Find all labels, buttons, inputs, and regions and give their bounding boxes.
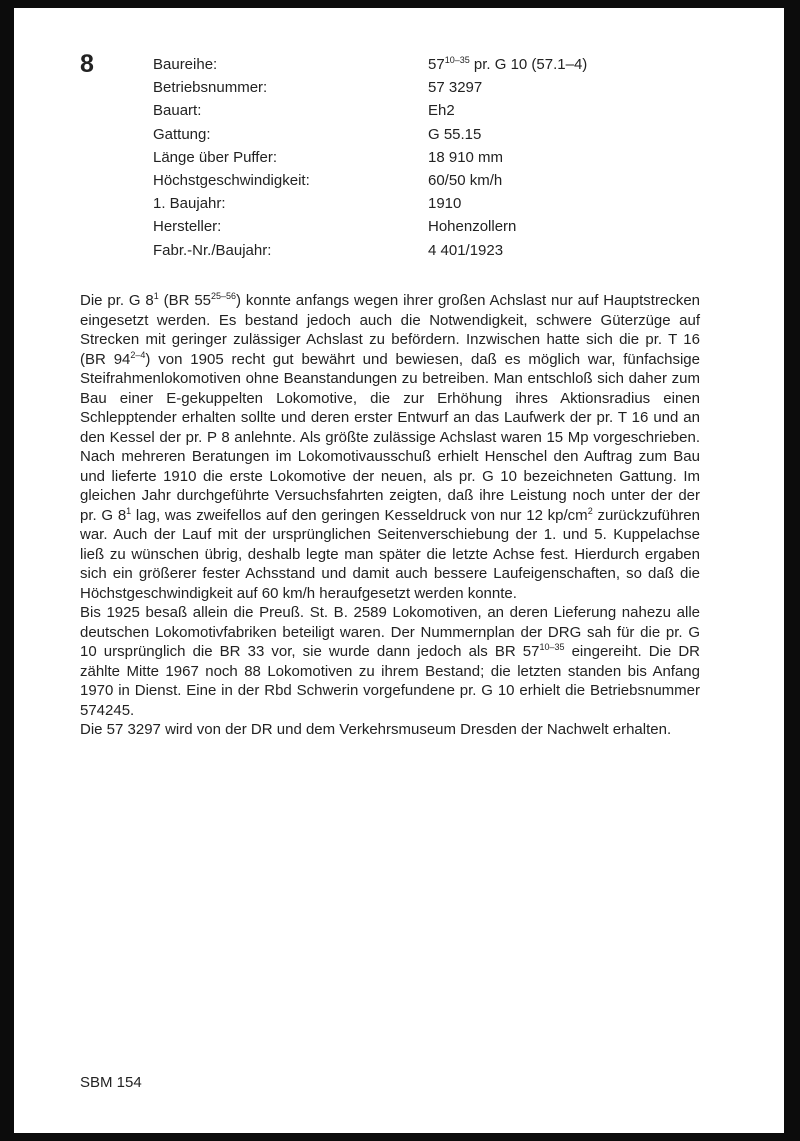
spec-value: Hohenzollern — [428, 218, 517, 236]
spec-value: 57$^{10-35}$ pr. G 10 (57.1–4) — [428, 55, 588, 73]
spec-value: G 55.15 — [428, 125, 482, 143]
spec-label: Baureihe: — [153, 56, 218, 73]
spec-label: Länge über Puffer: — [153, 148, 277, 166]
spec-value: 1910 — [428, 195, 462, 213]
data-card — [14, 8, 784, 1133]
spec-value: 18 910 mm — [428, 148, 504, 166]
series-code: SBM 154 — [80, 1074, 142, 1091]
spec-row-baureihe — [153, 53, 713, 76]
body-text — [80, 291, 700, 740]
spec-table — [153, 53, 713, 262]
spec-value: Eh2 — [428, 102, 455, 120]
spec-row-bauart — [153, 99, 713, 122]
spec-label: Fabr.-Nr./Baujahr: — [153, 241, 272, 259]
spec-label: 1. Baujahr: — [153, 195, 226, 213]
spec-row-gattung — [153, 123, 713, 146]
paragraph-inventory: Bis 1925 besaß allein die Preuß. St. B. 2589 Lokomotiven, an deren Lieferung nahezu alle deutschen Lokomotivfabriken beteiligt waren. Der Nummernplan der DRG sah für die pr. G 10 ursprünglich die BR 33 vor, sie wurde dann jedoch als BR 57$^{10-35}$ eingereiht. Die DR zählte Mitte 1967 noch 88 Lokomotiven zu ihrem Bestand; die letzten standen bis Anfang 1970 in Dienst. Eine in der Rbd Schwerin vorgefundene pr. G 10 erhielt die Betriebsnummer 574245. — [80, 604, 700, 719]
spec-value: 57 3297 — [428, 79, 483, 97]
card-number: 8 — [80, 50, 94, 78]
spec-label: Betriebsnummer: — [153, 79, 268, 97]
spec-row-hersteller — [153, 215, 713, 238]
spec-label: Gattung: — [153, 125, 211, 143]
spec-label: Höchstgeschwindigkeit: — [153, 171, 310, 189]
spec-label: Hersteller: — [153, 218, 222, 236]
spec-value: 60/50 km/h — [428, 171, 503, 189]
spec-row-betriebsnummer — [153, 76, 713, 99]
spec-row-baujahr — [153, 192, 713, 215]
spec-row-laenge — [153, 146, 713, 169]
spec-value: 4 401/1923 — [428, 241, 504, 259]
spec-row-fabr-nr — [153, 239, 713, 262]
spec-label: Bauart: — [153, 102, 202, 120]
spec-row-hoechstgeschwindigkeit — [153, 169, 713, 192]
paragraph-preservation: Die 57 3297 wird von der DR und dem Verkehrsmuseum Dresden der Nachwelt erhalten. — [80, 721, 672, 738]
paragraph-history: Die pr. G $8^1$ (BR 55$^{25-56}$) konnte anfangs wegen ihrer großen Achslast nur auf Hauptstrecken eingesetzt werden. Es bestand jedoch auch die Notwendigkeit, schwere Güterzüge auf Strecken mit geringer zulässiger Achslast zu befördern. Inzwischen hatte sich die pr. T 16 (BR 94$^{2-4}$) von 1905 recht gut bewährt und bewiesen, daß es möglich war, fünfachsige Steifrahmenlokomotiven ohne Beanstandungen zu betreiben. Man entschloß sich daher zum Bau einer E-gekuppelten Lokomotive, die zur Erhöhung ihres Aktionsradius einen Schlepptender erhalten sollte und deren erster Entwurf an das Laufwerk der pr. T 16 und an den Kessel der pr. P 8 anlehnte. Als größte zulässige Achslast waren 15 Mp vorgeschrieben. Nach mehreren Beratungen im Lokomotivausschuß erhielt Henschel den Auftrag zum Bau und lieferte 1910 die erste Lokomotive der neuen, als pr. G 10 bezeichneten Gattung. Im gleichen Jahr durchgeführte Versuchsfahrten zeigten, daß ihre Leistung noch unter der der pr. G $8^1$ lag, was zweifellos auf den geringen Kesseldruck von nur 12 $kp/cm^2$ zurückzuführen war. Auch der Lauf mit der ursprünglichen Seitenverschiebung der 1. und 5. Kuppelachse ließ zu wünschen übrig, deshalb legte man später die letzte Achse fest. Hierdurch ergaben sich ein größerer fester Achsstand und damit auch bessere Laufeigenschaften, so daß die Höchstgeschwindigkeit auf 60 km/h heraufgesetzt werden konnte. — [80, 291, 700, 602]
